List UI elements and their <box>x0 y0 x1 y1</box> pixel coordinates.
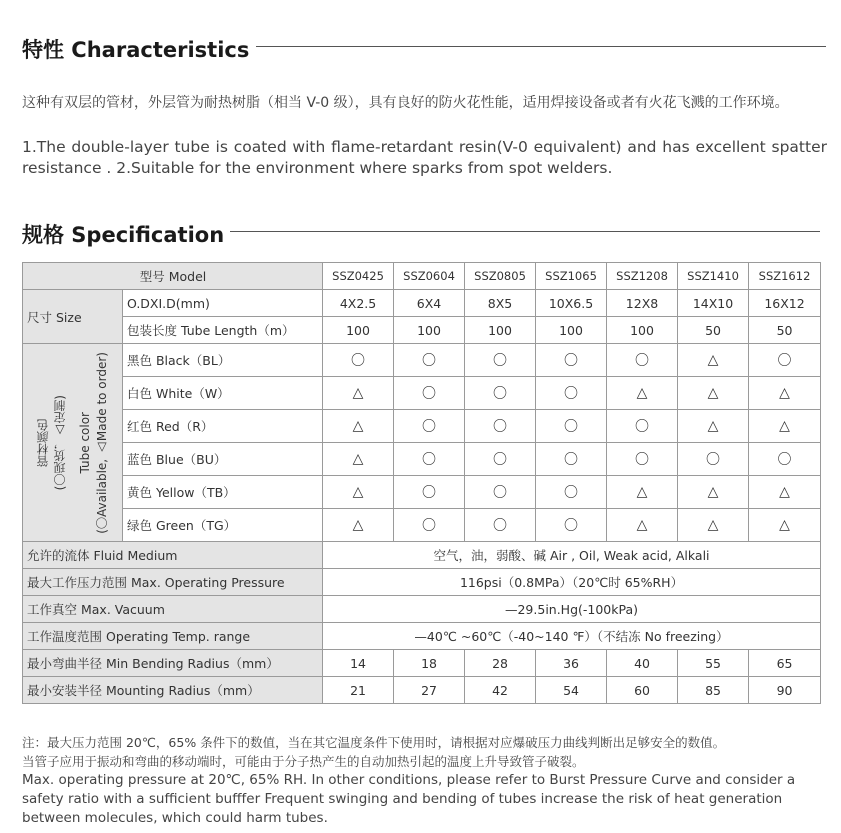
mounting-row <box>23 677 821 704</box>
length-cell: 100 <box>536 317 607 344</box>
characteristics-title: 特性 Characteristics <box>22 38 250 62</box>
color-mark: △ <box>323 476 394 509</box>
color-mark: △ <box>678 377 749 410</box>
model-cell: SSZ0425 <box>323 263 394 290</box>
color-name: 蓝色 Blue（BU） <box>123 443 323 476</box>
color-mark: 〇 <box>323 344 394 377</box>
characteristics-en-text: 1.The double-layer tube is coated with flame-retardant resin(V-0 equivalent) and has excellent spatter resistance . 2.Suitable for the environment where sparks from spot welders. <box>22 138 827 177</box>
model-cell: SSZ1612 <box>749 263 821 290</box>
color-name: 白色 White（W） <box>123 377 323 410</box>
pressure-label: 最大工作压力范围 Max. Operating Pressure <box>23 569 323 596</box>
model-header: 型号 Model <box>23 263 323 290</box>
vacuum-value: —29.5in.Hg(-100kPa) <box>323 596 821 623</box>
model-cell: SSZ1065 <box>536 263 607 290</box>
fluid-value: 空气，油，弱酸、碱 Air , Oil, Weak acid, Alkali <box>323 542 821 569</box>
length-label: 包装长度 Tube Length（m） <box>123 317 323 344</box>
bending-label: 最小弯曲半径 Min Bending Radius（mm） <box>23 650 323 677</box>
color-mark: 〇 <box>394 443 465 476</box>
length-cell: 100 <box>607 317 678 344</box>
bending-cell: 40 <box>607 650 678 677</box>
specification-title-rule <box>230 231 820 232</box>
color-mark: 〇 <box>536 443 607 476</box>
fluid-row <box>23 542 821 569</box>
od-cell: 12X8 <box>607 290 678 317</box>
od-cell: 16X12 <box>749 290 821 317</box>
temp-row <box>23 623 821 650</box>
model-cell: SSZ1410 <box>678 263 749 290</box>
mounting-cell: 42 <box>465 677 536 704</box>
color-mark: △ <box>749 509 821 542</box>
color-mark: 〇 <box>607 344 678 377</box>
tube-color-label-cn-sub: (〇现货，△定制) <box>52 394 67 491</box>
color-name: 红色 Red（R） <box>123 410 323 443</box>
color-row-red <box>23 410 821 443</box>
note-en-2: safety ratio with a sufficient bufffer Frequent swinging and bending of tubes increase the risk of heat generation <box>22 791 783 807</box>
color-mark: 〇 <box>465 476 536 509</box>
note-cn-2: 当管子应用于振动和弯曲的移动端时，可能由于分子热产生的自动加热引起的温度上升导致管子破裂。 <box>22 754 585 769</box>
color-mark: △ <box>678 476 749 509</box>
bending-row <box>23 650 821 677</box>
od-cell: 14X10 <box>678 290 749 317</box>
specification-table <box>22 262 821 704</box>
model-cell: SSZ1208 <box>607 263 678 290</box>
bending-cell: 55 <box>678 650 749 677</box>
length-cell: 100 <box>323 317 394 344</box>
color-mark: 〇 <box>394 476 465 509</box>
color-mark: 〇 <box>536 476 607 509</box>
model-cell: SSZ0805 <box>465 263 536 290</box>
color-mark: △ <box>607 377 678 410</box>
color-mark: 〇 <box>465 509 536 542</box>
mounting-cell: 21 <box>323 677 394 704</box>
color-mark: 〇 <box>536 344 607 377</box>
color-mark: 〇 <box>465 410 536 443</box>
length-row <box>23 317 821 344</box>
color-mark: △ <box>678 410 749 443</box>
color-mark: 〇 <box>536 410 607 443</box>
color-mark: 〇 <box>465 377 536 410</box>
temp-value: —40℃ ~60℃（-40~140 ℉）（不结冻 No freezing） <box>323 623 821 650</box>
color-mark: 〇 <box>749 443 821 476</box>
od-cell: 4X2.5 <box>323 290 394 317</box>
od-label: O.DXI.D(mm) <box>123 290 323 317</box>
bending-cell: 28 <box>465 650 536 677</box>
color-mark: 〇 <box>394 509 465 542</box>
characteristics-title-rule <box>256 46 826 47</box>
characteristics-cn-text: 这种有双层的管材，外层管为耐热树脂（相当 V-0 级），具有良好的防火花性能，适用焊接设备或者有火花飞溅的工作环境。 <box>22 95 789 111</box>
pressure-value: 116psi（0.8MPa）（20℃时 65%RH） <box>323 569 821 596</box>
color-mark: 〇 <box>465 344 536 377</box>
note-en-3: between molecules, which could harm tubes. <box>22 810 328 826</box>
color-mark: 〇 <box>536 509 607 542</box>
mounting-cell: 85 <box>678 677 749 704</box>
color-mark: △ <box>678 344 749 377</box>
color-mark: 〇 <box>394 344 465 377</box>
color-mark: △ <box>749 476 821 509</box>
color-row-yellow <box>23 476 821 509</box>
note-cn-1: 注：最大压力范围 20℃，65% 条件下的数值，当在其它温度条件下使用时，请根据对应爆破压力曲线判断出足够安全的数值。 <box>22 735 726 750</box>
bending-cell: 14 <box>323 650 394 677</box>
color-row-white <box>23 377 821 410</box>
mounting-label: 最小安装半径 Mounting Radius（mm） <box>23 677 323 704</box>
color-mark: △ <box>323 443 394 476</box>
color-mark: △ <box>323 410 394 443</box>
od-cell: 6X4 <box>394 290 465 317</box>
color-mark: △ <box>607 509 678 542</box>
color-mark: 〇 <box>536 377 607 410</box>
color-mark: △ <box>323 509 394 542</box>
color-row-blue <box>23 443 821 476</box>
color-mark: 〇 <box>749 344 821 377</box>
bending-cell: 65 <box>749 650 821 677</box>
color-row-black <box>23 344 821 377</box>
length-cell: 50 <box>749 317 821 344</box>
color-mark: △ <box>607 476 678 509</box>
mounting-cell: 54 <box>536 677 607 704</box>
fluid-label: 允许的流体 Fluid Medium <box>23 542 323 569</box>
color-mark: 〇 <box>394 377 465 410</box>
specification-title: 规格 Specification <box>22 223 225 247</box>
color-mark: △ <box>323 377 394 410</box>
mounting-cell: 60 <box>607 677 678 704</box>
vacuum-label: 工作真空 Max. Vacuum <box>23 596 323 623</box>
color-mark: △ <box>749 377 821 410</box>
color-name: 黄色 Yellow（TB） <box>123 476 323 509</box>
tube-color-label <box>23 344 123 542</box>
temp-label: 工作温度范围 Operating Temp. range <box>23 623 323 650</box>
vacuum-row <box>23 596 821 623</box>
od-cell: 8X5 <box>465 290 536 317</box>
color-mark: 〇 <box>465 443 536 476</box>
mounting-cell: 27 <box>394 677 465 704</box>
color-mark: 〇 <box>394 410 465 443</box>
bending-cell: 18 <box>394 650 465 677</box>
length-cell: 100 <box>394 317 465 344</box>
color-mark: 〇 <box>607 443 678 476</box>
pressure-row <box>23 569 821 596</box>
od-row <box>23 290 821 317</box>
tube-color-label-cn: 管材颜色 <box>35 418 50 467</box>
note-en-1: Max. operating pressure at 20℃, 65% RH. In other conditions, please refer to Burst Pressure Curve and consider a <box>22 772 796 788</box>
color-row-green <box>23 509 821 542</box>
od-cell: 10X6.5 <box>536 290 607 317</box>
tube-color-label-en-sub: (〇Available, △Made to order) <box>94 351 109 534</box>
mounting-cell: 90 <box>749 677 821 704</box>
notes <box>22 733 822 828</box>
color-mark: △ <box>749 410 821 443</box>
color-mark: 〇 <box>678 443 749 476</box>
length-cell: 100 <box>465 317 536 344</box>
color-mark: △ <box>678 509 749 542</box>
model-cell: SSZ0604 <box>394 263 465 290</box>
model-row <box>23 263 821 290</box>
color-name: 绿色 Green（TG） <box>123 509 323 542</box>
size-label: 尺寸 Size <box>23 290 123 344</box>
color-mark: 〇 <box>607 410 678 443</box>
length-cell: 50 <box>678 317 749 344</box>
tube-color-label-en: Tube color <box>77 411 92 474</box>
bending-cell: 36 <box>536 650 607 677</box>
color-name: 黑色 Black（BL） <box>123 344 323 377</box>
